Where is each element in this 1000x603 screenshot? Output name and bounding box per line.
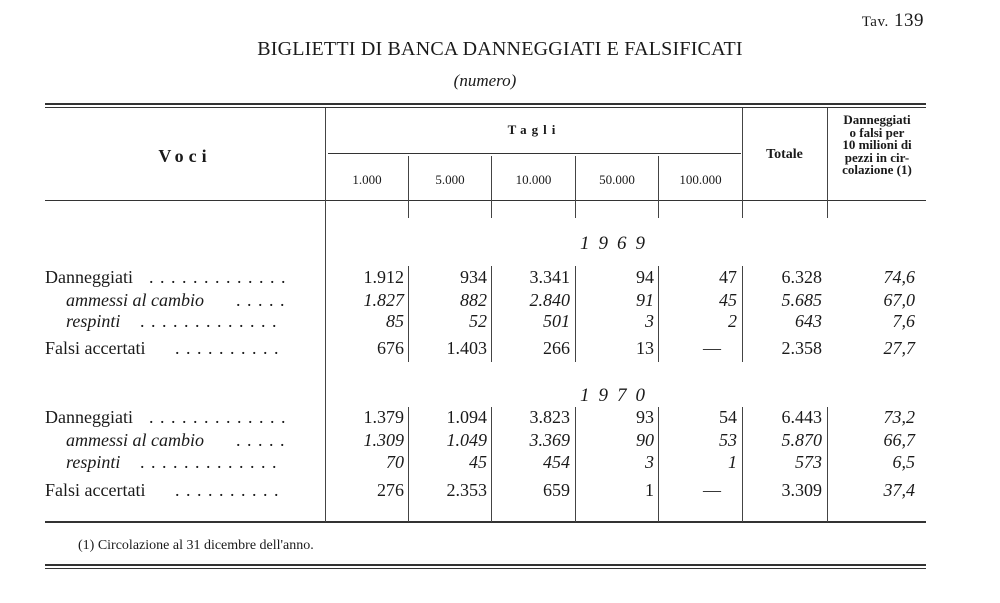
ratio-cell: 66,7 — [883, 430, 915, 450]
table-cell: 1.094 — [446, 407, 487, 427]
table-cell: 1.403 — [446, 338, 487, 358]
row-label: Danneggiati — [45, 407, 133, 427]
column-header-50000: 50.000 — [599, 172, 635, 187]
table-row — [0, 452, 1000, 474]
leader-dots: ..... — [236, 290, 291, 310]
table-cell: 3 — [645, 452, 654, 472]
table-cell: 2 — [728, 311, 737, 331]
top-double-rule-outer — [45, 103, 926, 105]
leader-dots: ............. — [140, 311, 283, 331]
table-cell: 3.823 — [529, 407, 570, 427]
section-year-1969: 1969 — [580, 233, 654, 254]
table-cell: 1.912 — [363, 267, 404, 287]
table-row — [0, 407, 1000, 429]
table-cell: 1.827 — [363, 290, 404, 310]
ratio-header-line: o falsi per — [849, 124, 905, 140]
row-label: Danneggiati — [45, 267, 133, 287]
totale-cell: 3.309 — [781, 480, 822, 500]
top-double-rule-inner — [45, 107, 926, 108]
table-cell: 3.341 — [529, 267, 570, 287]
ratio-header-line: pezzi in cir- — [844, 149, 910, 165]
row-label: Falsi accertati — [45, 480, 146, 500]
totale-cell: 6.328 — [781, 267, 822, 287]
ratio-cell: 73,2 — [883, 407, 915, 427]
row-label: ammessi al cambio — [66, 430, 204, 450]
table-cell: 882 — [460, 290, 487, 310]
table-cell: 90 — [636, 430, 654, 450]
table-cell: 454 — [543, 452, 570, 472]
table-cell: 52 — [469, 311, 487, 331]
tagli-underline — [328, 153, 741, 154]
column-header-totale: Totale — [766, 147, 803, 162]
table-row — [0, 338, 1000, 360]
table-cell: 1.309 — [363, 430, 404, 450]
table-cell: 1.379 — [363, 407, 404, 427]
footnote: (1) Circolazione al 31 dicembre dell'anno. — [78, 538, 314, 553]
table-cell: — — [703, 480, 721, 500]
table-row — [0, 480, 1000, 502]
table-row — [0, 311, 1000, 333]
page-subtitle: (numero) — [453, 71, 517, 90]
table-cell: 53 — [719, 430, 737, 450]
bottom-double-rule-outer — [45, 564, 926, 566]
table-cell: 2.840 — [529, 290, 570, 310]
totale-cell: 5.685 — [781, 290, 822, 310]
table-cell: 3.369 — [529, 430, 570, 450]
table-cell: 266 — [543, 338, 570, 358]
table-cell: — — [703, 338, 721, 358]
leader-dots: ............. — [149, 267, 292, 287]
table-cell: 659 — [543, 480, 570, 500]
table-cell: 934 — [460, 267, 487, 287]
table-row — [0, 290, 1000, 312]
totale-cell: 2.358 — [781, 338, 822, 358]
table-cell: 1.049 — [446, 430, 487, 450]
table-cell: 93 — [636, 407, 654, 427]
ratio-header-line: Danneggiati — [843, 112, 911, 127]
table-cell: 70 — [386, 452, 404, 472]
column-header-voci: Voci — [158, 146, 212, 166]
table-cell: 85 — [386, 311, 404, 331]
page-title: BIGLIETTI DI BANCA DANNEGGIATI E FALSIFICATI — [257, 38, 743, 60]
column-header-10000: 10.000 — [515, 172, 552, 187]
table-cell: 501 — [543, 311, 570, 331]
ratio-header-line: 10 milioni di — [842, 137, 912, 153]
ratio-cell: 7,6 — [892, 311, 915, 331]
leader-dots: ............. — [149, 407, 292, 427]
table-number-prefix: Tav. — [861, 14, 889, 30]
leader-dots: .......... — [175, 480, 285, 500]
table-row — [0, 267, 1000, 289]
column-header-ratio — [828, 114, 926, 177]
ratio-cell: 37,4 — [883, 480, 915, 500]
ratio-cell: 6,5 — [892, 452, 915, 472]
table-cell: 45 — [719, 290, 737, 310]
table-cell: 91 — [636, 290, 654, 310]
leader-dots: ............. — [140, 452, 283, 472]
table-cell: 13 — [636, 338, 654, 358]
totale-cell: 6.443 — [781, 407, 822, 427]
row-label: respinti — [66, 311, 121, 331]
row-label: Falsi accertati — [45, 338, 146, 358]
ratio-cell: 74,6 — [883, 267, 915, 287]
column-header-100000: 100.000 — [679, 172, 722, 187]
totale-cell: 643 — [795, 311, 822, 331]
table-number-value: 139 — [894, 10, 924, 31]
table-cell: 3 — [645, 311, 654, 331]
table-cell: 54 — [719, 407, 737, 427]
table-cell: 276 — [377, 480, 404, 500]
table-cell: 45 — [469, 452, 487, 472]
table-number — [862, 10, 924, 32]
ratio-cell: 27,7 — [883, 338, 915, 358]
column-header-1000: 1.000 — [352, 172, 382, 187]
ratio-header-line: colazione (1) — [842, 162, 912, 178]
leader-dots: .......... — [175, 338, 285, 358]
column-divider — [742, 108, 743, 218]
table-cell: 676 — [377, 338, 404, 358]
table-bottom-rule — [45, 521, 926, 523]
section-year-1970: 1970 — [580, 385, 654, 406]
row-label: ammessi al cambio — [66, 290, 204, 310]
leader-dots: ..... — [236, 430, 291, 450]
totale-cell: 5.870 — [781, 430, 822, 450]
table-row — [0, 430, 1000, 452]
table-cell: 1 — [728, 452, 737, 472]
column-header-5000: 5.000 — [435, 172, 465, 187]
bottom-double-rule-inner — [45, 568, 926, 569]
ratio-cell: 67,0 — [883, 290, 915, 310]
table-cell: 2.353 — [446, 480, 487, 500]
table-cell: 1 — [645, 480, 654, 500]
header-bottom-rule — [45, 200, 926, 201]
table-cell: 94 — [636, 267, 654, 287]
row-label: respinti — [66, 452, 121, 472]
column-header-tagli: Tagli — [507, 122, 561, 137]
table-cell: 47 — [719, 267, 737, 287]
totale-cell: 573 — [795, 452, 822, 472]
